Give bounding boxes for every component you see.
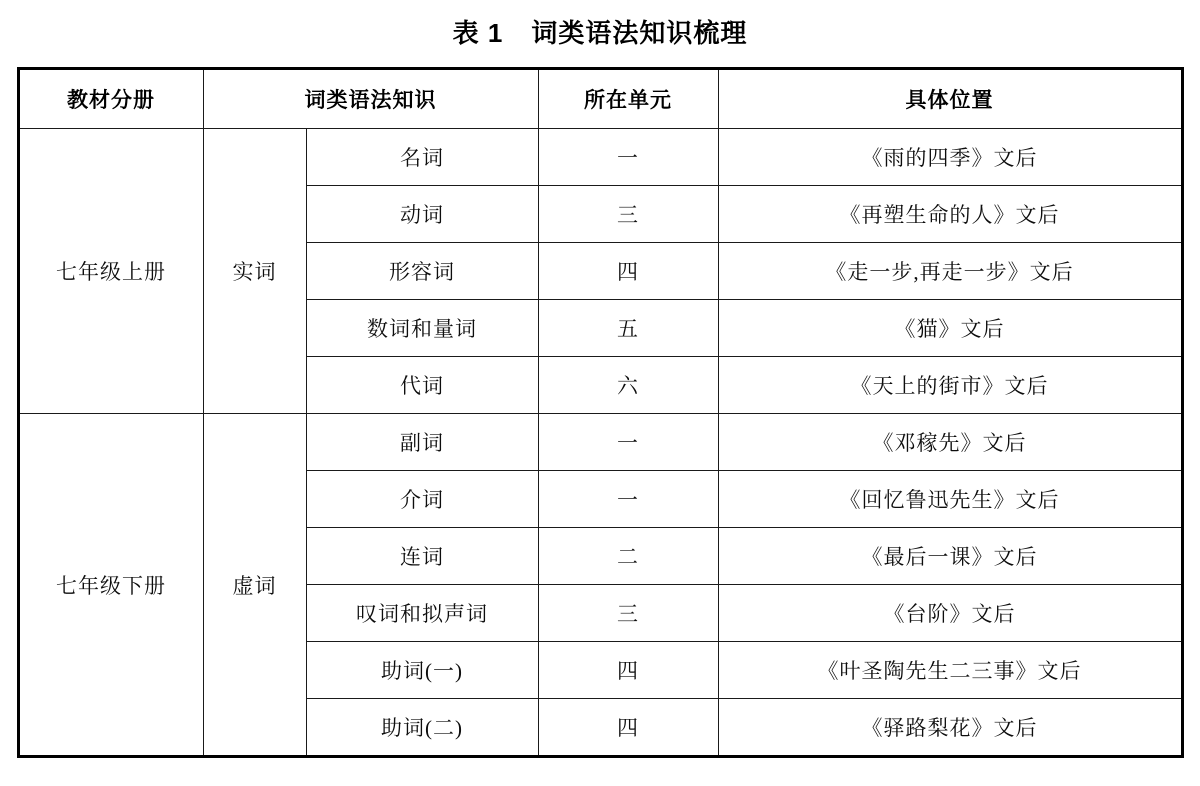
item-cell: 形容词 xyxy=(306,243,538,300)
header-volume: 教材分册 xyxy=(18,69,203,129)
location-cell: 《猫》文后 xyxy=(718,300,1182,357)
location-cell: 《最后一课》文后 xyxy=(718,528,1182,585)
item-cell: 动词 xyxy=(306,186,538,243)
table-row xyxy=(18,129,1182,186)
volume-cell-grade7-vol2: 七年级下册 xyxy=(18,414,203,757)
table-number: 表 1 xyxy=(452,18,504,48)
location-cell: 《驿路梨花》文后 xyxy=(718,699,1182,757)
table-row xyxy=(18,414,1182,471)
location-cell: 《再塑生命的人》文后 xyxy=(718,186,1182,243)
header-location: 具体位置 xyxy=(718,69,1182,129)
unit-cell: 五 xyxy=(538,300,718,357)
table-title-text: 词类语法知识梳理 xyxy=(531,18,748,48)
item-cell: 名词 xyxy=(306,129,538,186)
location-cell: 《台阶》文后 xyxy=(718,585,1182,642)
category-cell-content-words: 实词 xyxy=(203,129,306,414)
location-cell: 《邓稼先》文后 xyxy=(718,414,1182,471)
item-cell: 介词 xyxy=(306,471,538,528)
unit-cell: 四 xyxy=(538,243,718,300)
location-cell: 《雨的四季》文后 xyxy=(718,129,1182,186)
item-cell: 助词(一) xyxy=(306,642,538,699)
location-cell: 《叶圣陶先生二三事》文后 xyxy=(718,642,1182,699)
item-cell: 叹词和拟声词 xyxy=(306,585,538,642)
item-cell: 数词和量词 xyxy=(306,300,538,357)
header-knowledge: 词类语法知识 xyxy=(203,69,538,129)
item-cell: 助词(二) xyxy=(306,699,538,757)
unit-cell: 三 xyxy=(538,186,718,243)
header-unit: 所在单元 xyxy=(538,69,718,129)
unit-cell: 四 xyxy=(538,699,718,757)
location-cell: 《走一步,再走一步》文后 xyxy=(718,243,1182,300)
unit-cell: 二 xyxy=(538,528,718,585)
unit-cell: 六 xyxy=(538,357,718,414)
grammar-knowledge-table xyxy=(17,67,1184,758)
header-row xyxy=(18,69,1182,129)
item-cell: 副词 xyxy=(306,414,538,471)
unit-cell: 四 xyxy=(538,642,718,699)
unit-cell: 一 xyxy=(538,471,718,528)
location-cell: 《天上的街市》文后 xyxy=(718,357,1182,414)
location-cell: 《回忆鲁迅先生》文后 xyxy=(718,471,1182,528)
item-cell: 连词 xyxy=(306,528,538,585)
category-cell-function-words: 虚词 xyxy=(203,414,306,757)
item-cell: 代词 xyxy=(306,357,538,414)
volume-cell-grade7-vol1: 七年级上册 xyxy=(18,129,203,414)
unit-cell: 一 xyxy=(538,129,718,186)
table-caption xyxy=(0,0,1200,50)
unit-cell: 三 xyxy=(538,585,718,642)
unit-cell: 一 xyxy=(538,414,718,471)
